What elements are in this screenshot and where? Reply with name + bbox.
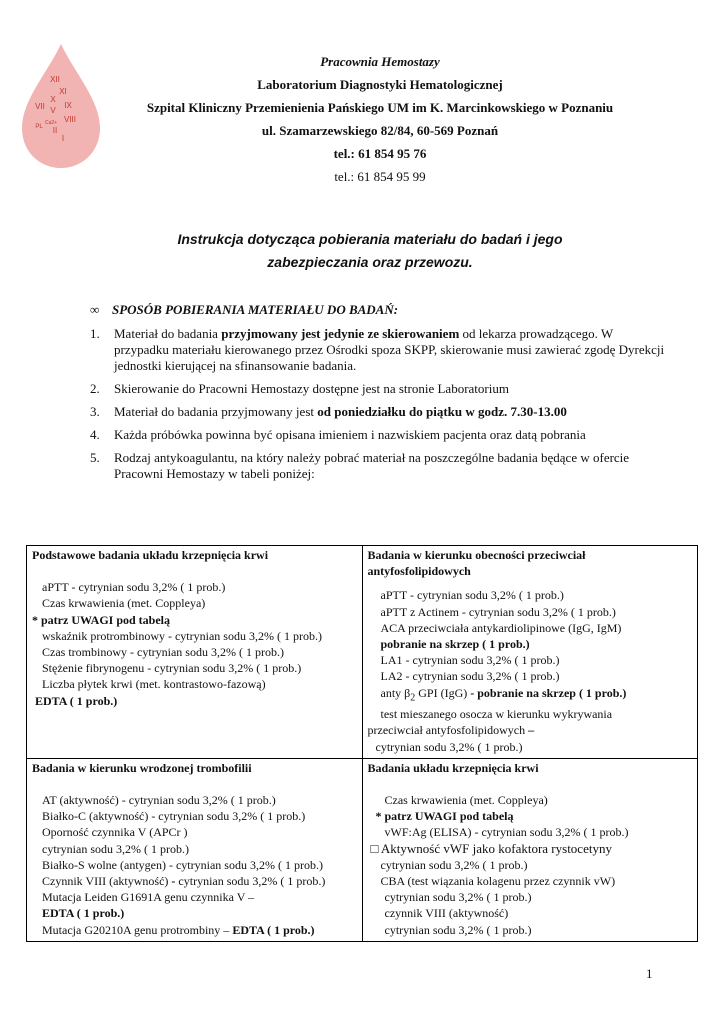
cell-heading: Badania w kierunku wrodzonej trombofilii <box>32 760 252 775</box>
table-row <box>27 546 698 759</box>
logo-numeral: VII <box>35 102 45 111</box>
cell-line: Czas krwawienia (met. Coppleya) <box>384 793 548 808</box>
document-title <box>120 228 620 274</box>
list-text: Materiał do badania przyjmowany jest <box>114 404 318 419</box>
page-number: 1 <box>646 966 653 981</box>
list-item <box>90 381 670 397</box>
list-text: Skierowanie do Pracowni Hemostazy dostępne jest na stronie Laboratorium <box>114 381 509 396</box>
cell-line: test mieszanego osocza w kierunku wykrywania <box>380 707 613 722</box>
test-anticoagulant-table <box>26 545 698 942</box>
logo-numeral: PL <box>35 124 43 130</box>
checkbox-icon: □ <box>370 840 379 856</box>
header-phone-1: tel.: 61 854 95 76 <box>333 146 427 161</box>
cell-line: cytrynian sodu 3,2% ( 1 prob.) <box>384 890 532 905</box>
cell-line: aPTT - cytrynian sodu 3,2% ( 1 prob.) <box>42 580 226 595</box>
lab-header <box>100 50 660 188</box>
cell-line: Czas trombinowy - cytrynian sodu 3,2% ( 1 prob.) <box>42 645 284 660</box>
cell-note: * patrz UWAGI pod tabelą <box>32 612 171 627</box>
header-lab-name: Laboratorium Diagnostyki Hematologicznej <box>257 77 503 92</box>
list-text: od lekarza prowadzącego. W przypadku materiału kierowanego przez Ośrodki spoza SKPP, skierowanie musi zawierać zgodę Dyrekcji jednostki kierującej na sfinansowanie badania. <box>114 326 665 373</box>
title-line-1: Instrukcja dotycząca pobierania materiału do badań i jego <box>177 231 563 247</box>
cell-line: czynnik VIII (aktywność) <box>384 906 509 921</box>
cell-line: AT (aktywność) - cytrynian sodu 3,2% ( 1 prob.) <box>42 793 276 808</box>
instructions-list <box>90 326 670 489</box>
list-item <box>90 427 670 443</box>
logo-numeral: X <box>50 95 56 104</box>
cell-line: □ Aktywność vWF jako kofaktora rystocetyny <box>370 840 612 856</box>
logo-numeral: II <box>52 126 58 135</box>
cell-line: anty $\beta_2$ GPI (IgG) - pobranie na skrzep ( 1 prob.) <box>380 685 627 704</box>
cell-line: wskaźnik protrombinowy - cytrynian sodu 3,2% ( 1 prob.) <box>42 628 322 643</box>
cell-line: cytrynian sodu 3,2% ( 1 prob.) <box>380 857 528 872</box>
list-number: 2. <box>90 381 100 396</box>
list-text: Rodzaj antykoagulantu, na który należy pobrać materiał na poszczególne badania będące w ofercie Pracowni Hemostazy w tabeli poniżej: <box>114 450 630 481</box>
cell-line: Liczba płytek krwi (met. kontrastowo-fazową) <box>42 677 266 692</box>
cell-line: cytrynian sodu 3,2% ( 1 prob.) <box>42 841 189 856</box>
cell-line: cytrynian sodu 3,2% ( 1 prob.) <box>375 739 523 754</box>
cell-heading: Badania układu krzepnięcia krwi <box>367 760 539 775</box>
cell-line-bold: EDTA ( 1 prob.) <box>42 906 125 921</box>
cell-line: Czas krwawienia (met. Coppleya) <box>42 596 206 611</box>
list-number: 1. <box>90 326 100 341</box>
logo-numeral: VIII <box>63 115 77 124</box>
cell-heading: Badania w kierunku obecności przeciwciał <box>367 548 586 562</box>
list-text-bold: od poniedziałku do piątku w godz. 7.30-13.00 <box>317 404 567 419</box>
logo-numeral: XII <box>50 75 60 84</box>
section-heading <box>90 302 398 318</box>
list-item <box>90 450 670 482</box>
header-hospital: Szpital Kliniczny Przemienienia Pańskiego UM im K. Marcinkowskiego w Poznaniu <box>146 100 614 115</box>
list-text: Każda próbówka powinna być opisana imieniem i nazwiskiem pacjenta oraz datą pobrania <box>114 427 586 442</box>
cell-line-bold: pobranie na skrzep ( 1 prob.) <box>380 637 530 652</box>
cell-line: Mutacja G20210A genu protrombiny – EDTA ( 1 prob.) <box>42 922 315 937</box>
cell-line: aPTT z Actinem - cytrynian sodu 3,2% ( 1 prob.) <box>380 604 616 619</box>
table-cell-coagulation <box>362 758 698 941</box>
cell-line: Mutacja Leiden G1691A genu czynnika V – <box>42 890 255 905</box>
hemostasis-drop-logo <box>18 42 104 172</box>
cell-line: Czynnik VIII (aktywność) - cytrynian sodu 3,2% ( 1 prob.) <box>42 874 326 889</box>
cell-line: ACA przeciwciała antykardiolipinowe (IgG, IgM) <box>380 620 622 635</box>
cell-line: vWF:Ag (ELISA) - cytrynian sodu 3,2% ( 1 prob.) <box>384 825 629 840</box>
list-text: Materiał do badania <box>114 326 222 341</box>
section-heading-text: SPOSÓB POBIERANIA MATERIAŁU DO BADAŃ: <box>112 302 399 317</box>
list-number: 4. <box>90 427 100 442</box>
table-cell-basic-coagulation <box>27 546 363 759</box>
table-row <box>27 758 698 941</box>
cell-line: Stężenie fibrynogenu - cytrynian sodu 3,2% ( 1 prob.) <box>42 661 302 676</box>
header-lab-unit: Pracownia Hemostazy <box>320 54 440 69</box>
logo-numeral: I <box>61 134 65 143</box>
logo-numeral: IX <box>64 101 72 110</box>
table-cell-thrombophilia <box>27 758 363 941</box>
list-number: 5. <box>90 450 100 465</box>
header-address: ul. Szamarzewskiego 82/84, 60-569 Poznań <box>261 123 499 138</box>
infinity-bullet-icon: ∞ <box>90 302 100 317</box>
table-cell-antiphospholipid <box>362 546 698 759</box>
cell-line: cytrynian sodu 3,2% ( 1 prob.) <box>384 922 532 937</box>
cell-line: CBA (test wiązania kolagenu przez czynnik vW) <box>380 874 616 889</box>
cell-line: Białko-C (aktywność) - cytrynian sodu 3,2% ( 1 prob.) <box>42 809 306 824</box>
cell-line: Białko-S wolne (antygen) - cytrynian sodu 3,2% ( 1 prob.) <box>42 857 323 872</box>
list-item <box>90 404 670 420</box>
header-phone-2: tel.: 61 854 95 99 <box>334 169 426 184</box>
logo-numeral: XI <box>59 87 67 96</box>
cell-line: aPTT - cytrynian sodu 3,2% ( 1 prob.) <box>380 588 564 603</box>
list-number: 3. <box>90 404 100 419</box>
cell-line: LA2 - cytrynian sodu 3,2% ( 1 prob.) <box>380 669 560 684</box>
cell-line-bold: EDTA ( 1 prob.) <box>35 693 118 708</box>
logo-numeral: V <box>50 106 56 115</box>
logo-numeral: Ca2+ <box>44 120 58 126</box>
cell-line: LA1 - cytrynian sodu 3,2% ( 1 prob.) <box>380 653 560 668</box>
list-item <box>90 326 670 374</box>
cell-heading: antyfosfolipidowych <box>367 564 471 579</box>
cell-line: Oporność czynnika V (APCr ) <box>42 825 188 840</box>
list-text-bold: przyjmowany jest jedynie ze skierowaniem <box>221 326 460 341</box>
cell-heading: Podstawowe badania układu krzepnięcia krwi <box>32 548 269 562</box>
blood-drop-icon <box>22 44 100 168</box>
title-line-2: zabezpieczania oraz przewozu. <box>267 254 473 270</box>
cell-line: przeciwciał antyfosfolipidowych – <box>367 723 535 738</box>
cell-note: * patrz UWAGI pod tabelą <box>375 809 514 824</box>
